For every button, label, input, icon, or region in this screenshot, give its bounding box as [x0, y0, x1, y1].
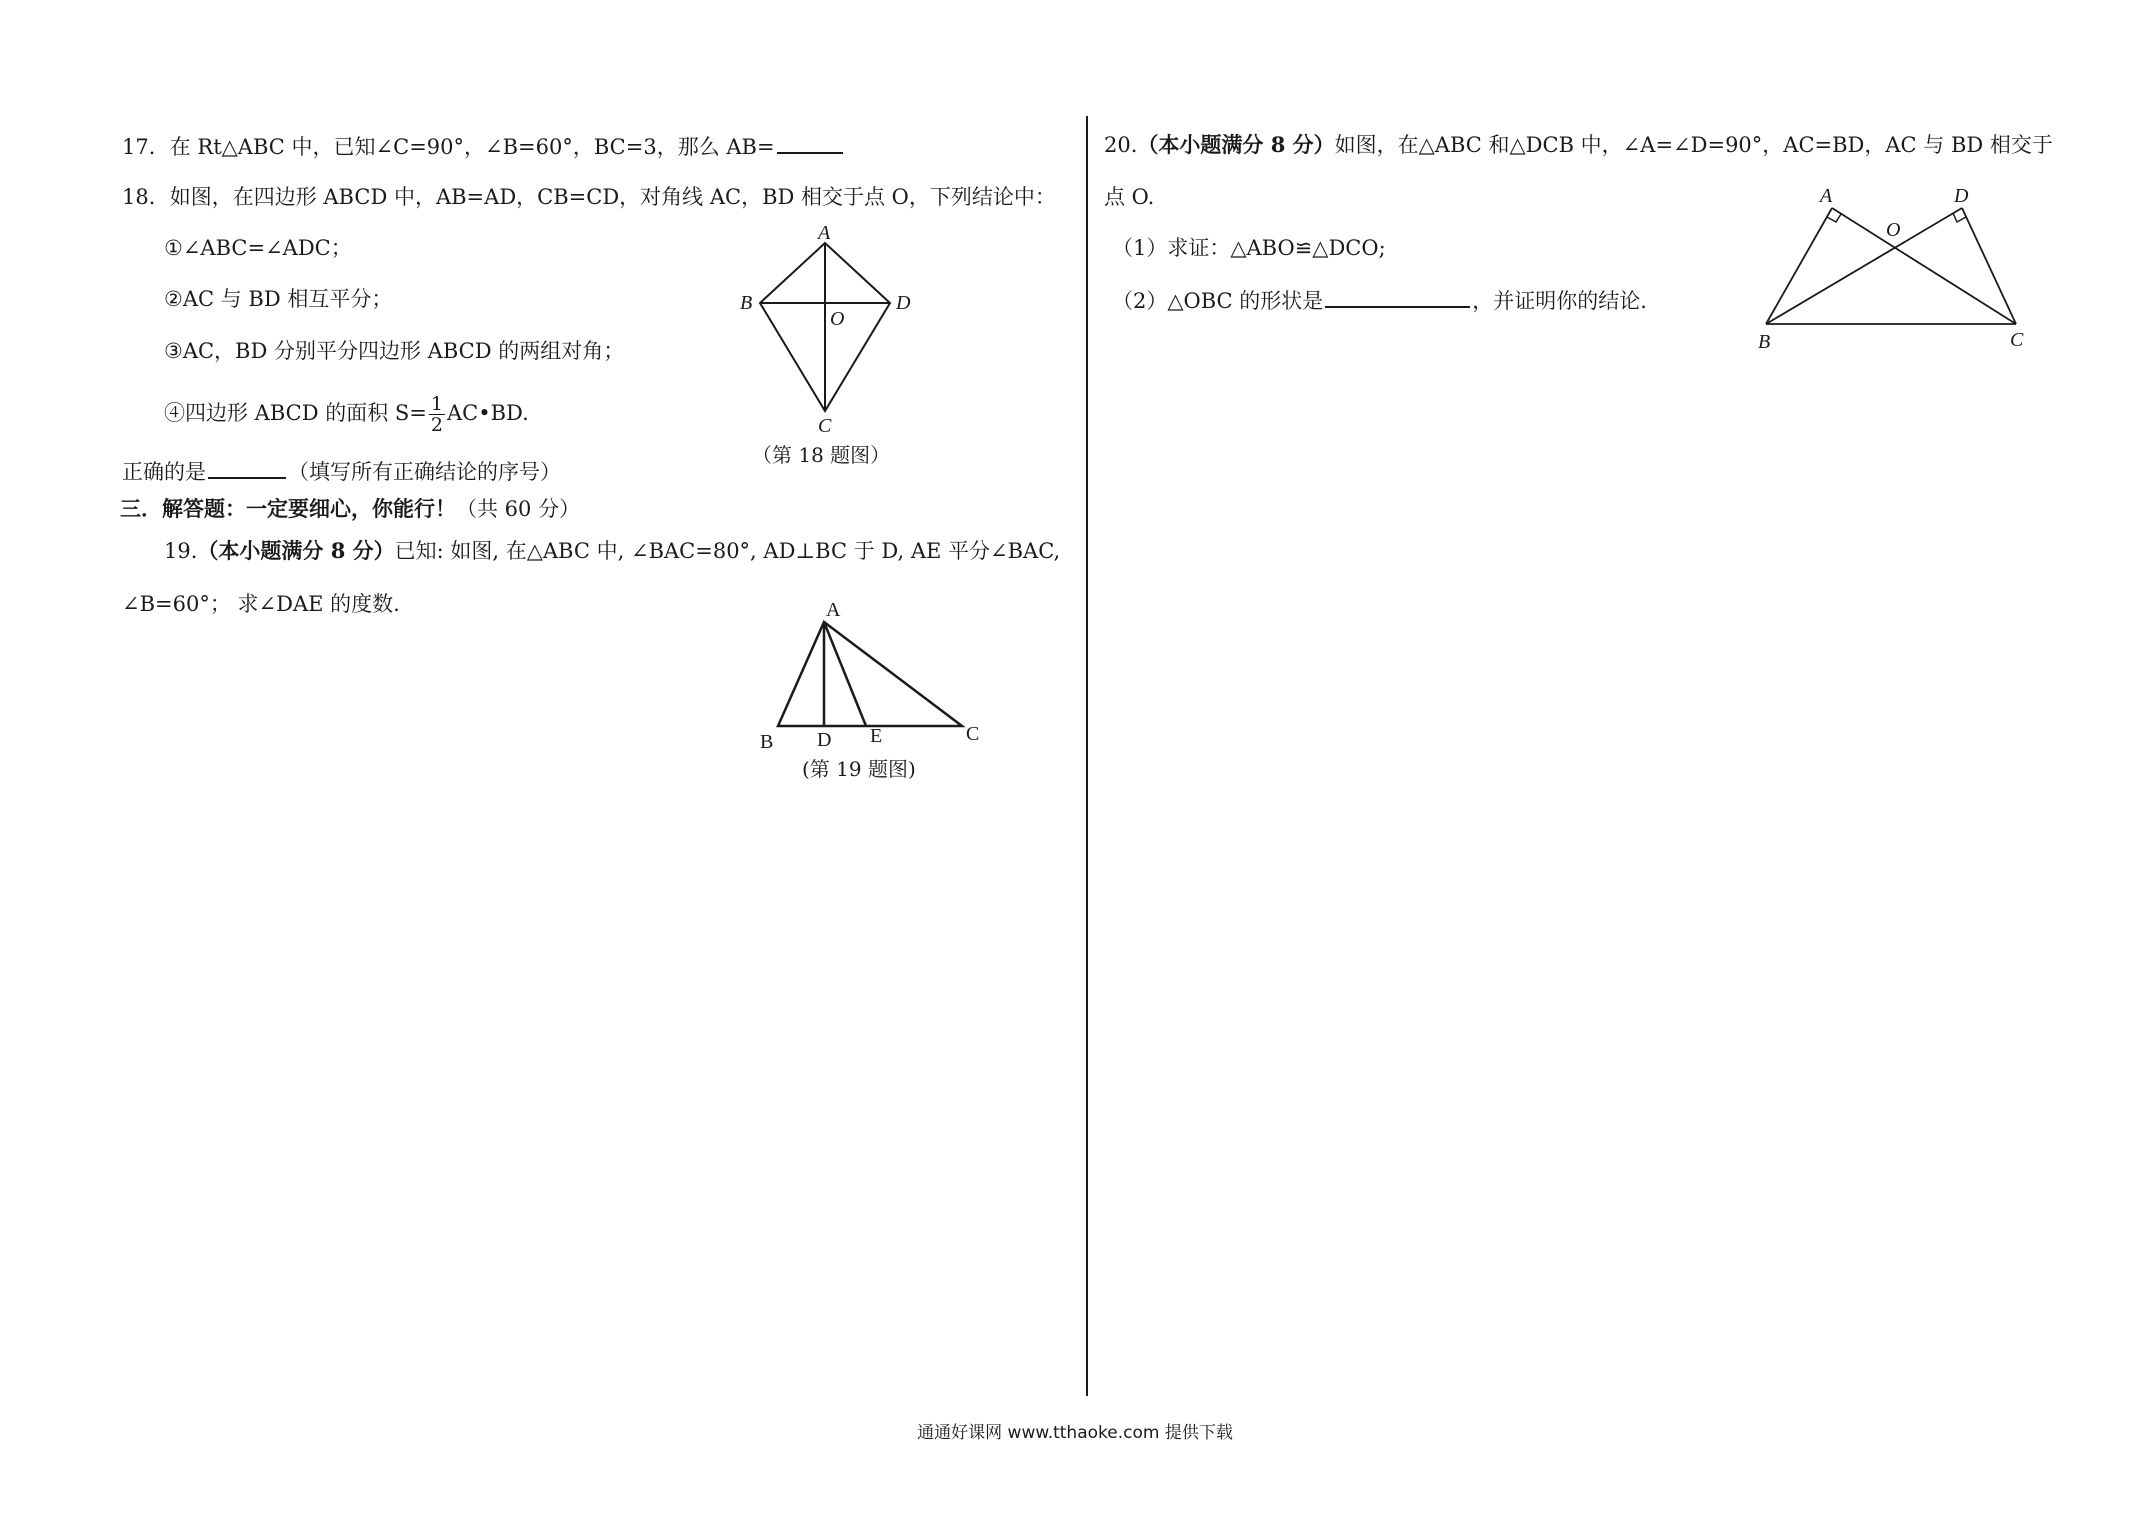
question-18-item-3: ③AC，BD 分别平分四边形 ABCD 的两组对角；	[164, 339, 625, 363]
segment-bd	[1766, 208, 1962, 324]
page-footer: 通通好课网 www.tthaoke.com 提供下载	[917, 1423, 1233, 1443]
question-20-line-1	[1104, 130, 2053, 160]
section-3-heading	[120, 494, 580, 524]
section-3-title: 三．解答题：一定要细心，你能行！	[120, 496, 456, 521]
question-18-item-2: ②AC 与 BD 相互平分；	[164, 287, 393, 311]
item-4-prefix: ④四边形 ABCD 的面积 S=	[164, 401, 427, 425]
fraction-one-half	[429, 394, 445, 435]
figure-18-caption: （第 18 题图）	[752, 443, 891, 467]
item-4-suffix: AC•BD.	[447, 401, 529, 425]
question-19-text-1: 已知: 如图, 在△ABC 中, ∠BAC=80°, AD⊥BC 于 D, AE 平分∠BAC,	[394, 539, 1061, 563]
question-18-item-1: ①∠ABC=∠ADC；	[164, 236, 352, 260]
fraction-denominator: 2	[430, 414, 443, 436]
answer-prefix-18: 正确的是	[122, 460, 206, 484]
triangle-abc	[778, 622, 962, 726]
part-2-suffix: ，并证明你的结论.	[1472, 289, 1647, 313]
label-c: C	[2010, 329, 2024, 351]
question-19-number: 19.	[164, 539, 198, 563]
question-18-stem: 18．如图，在四边形 ABCD 中，AB=AD，CB=CD，对角线 AC，BD 相交于点 O，下列结论中：	[122, 185, 1056, 209]
label-b: B	[760, 731, 774, 753]
question-20-part-1: （1）求证：△ABO≌△DCO;	[1112, 236, 1386, 260]
question-17-text: 17．在 Rt△ABC 中，已知∠C=90°，∠B=60°，BC=3，那么 AB=	[122, 135, 775, 159]
question-20-line-2: 点 O.	[1104, 185, 1155, 209]
label-d: D	[896, 292, 911, 314]
label-a: A	[818, 222, 831, 244]
figure-19-triangle	[760, 596, 1000, 753]
question-20-tag: （本小题满分 8 分）	[1137, 132, 1335, 157]
label-o: O	[1886, 219, 1901, 241]
label-e: E	[870, 725, 883, 747]
question-17	[122, 130, 845, 162]
question-19-line-1	[164, 536, 1060, 566]
figure-19-caption: (第 19 题图)	[802, 757, 916, 781]
fraction-numerator: 1	[430, 393, 443, 415]
figure-20-triangles	[1740, 176, 2040, 356]
question-20-text-1: 如图，在△ABC 和△DCB 中，∠A=∠D=90°，AC=BD，AC 与 BD 相交于	[1334, 133, 2053, 157]
part-2-prefix: （2）△OBC 的形状是	[1112, 289, 1324, 313]
answer-suffix-18: （填写所有正确结论的序号）	[288, 460, 561, 484]
label-o: O	[830, 308, 845, 330]
label-a: A	[826, 599, 841, 621]
question-18-answer	[122, 455, 561, 487]
question-18-item-4	[164, 394, 529, 435]
label-b: B	[740, 292, 753, 314]
question-20-number: 20.	[1104, 133, 1138, 157]
column-divider	[1086, 116, 1088, 1396]
label-d: D	[817, 729, 832, 751]
right-angle-mark-a	[1827, 214, 1841, 222]
question-19-line-2: ∠B=60°； 求∠DAE 的度数.	[122, 592, 400, 616]
question-20-part-2	[1112, 284, 1647, 316]
label-c: C	[818, 415, 832, 437]
label-c: C	[966, 723, 980, 745]
label-d: D	[1954, 185, 1969, 207]
answer-blank-17	[777, 130, 843, 154]
figure-18-kite	[730, 222, 920, 437]
question-19-tag: （本小题满分 8 分）	[197, 538, 395, 563]
segment-ab	[1766, 208, 1832, 324]
answer-blank-18	[208, 455, 286, 479]
label-a: A	[1820, 185, 1833, 207]
label-b: B	[1758, 331, 1771, 353]
answer-blank-20	[1325, 284, 1470, 308]
section-3-score: （共 60 分）	[456, 497, 581, 521]
